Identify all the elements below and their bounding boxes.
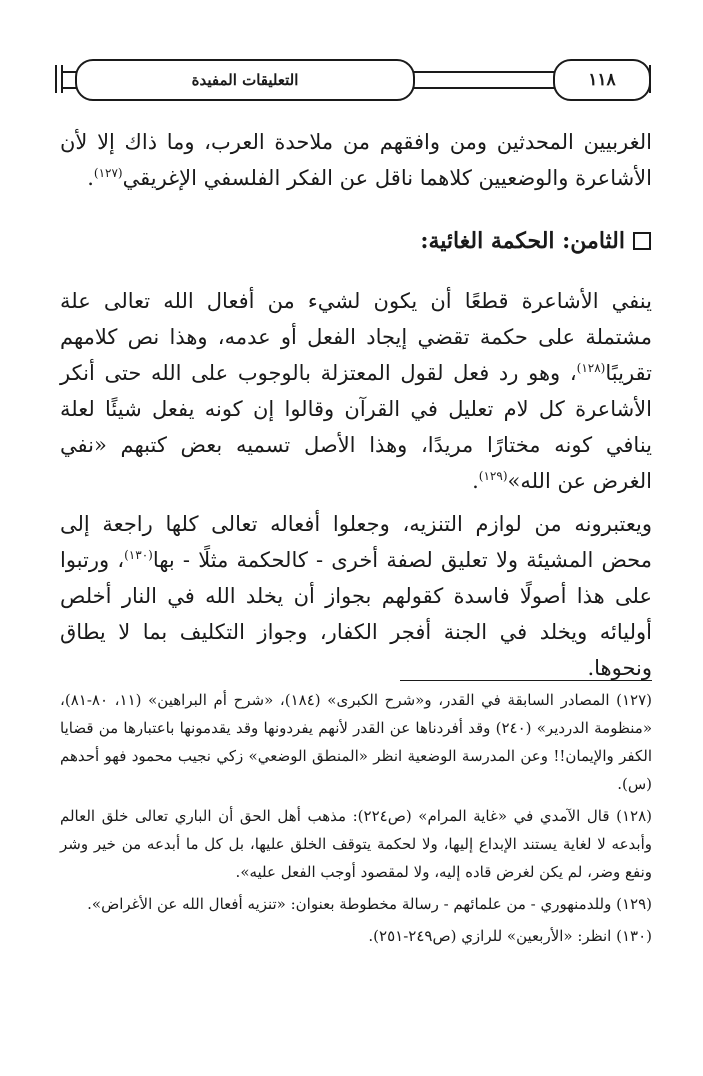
running-header	[55, 59, 651, 101]
footnote-ref-129[interactable]: (١٢٩)	[478, 469, 508, 483]
footnote-130: (١٣٠) انظر: «الأربعين» للرازي (ص٢٤٩-٢٥١).	[368, 927, 652, 945]
paragraph-1-text: الغربيين المحدثين ومن وافقهم من ملاحدة العرب، وما ذاك إلا لأن الأشاعرة والوضعيين كلاهما ناقل عن الفكر الفلسفي الإغريقي	[60, 130, 652, 190]
paragraph-3	[60, 506, 652, 686]
footnote-ref-127[interactable]: (١٢٧)	[93, 166, 123, 180]
section-heading-text: الثامن: الحكمة الغائية:	[420, 228, 625, 254]
footnotes	[60, 686, 652, 954]
footnote-ref-128[interactable]: (١٢٨)	[576, 361, 606, 375]
square-bullet-icon	[633, 232, 651, 250]
header-end-cap-left	[55, 65, 63, 93]
paragraph-2-end: .	[472, 469, 479, 493]
paragraph-2-text-a: ينفي الأشاعرة قطعًا أن يكون لشيء من أفعال الله تعالى علة مشتملة على حكمة تقضي إيجاد الفعل أو عدمه، وهذا نص كلامهم تقريبًا	[60, 289, 652, 385]
paragraph-1	[60, 124, 652, 196]
paragraph-2-text-b: ، وهو رد فعل لقول المعتزلة بالوجوب على الله حتى أنكر الأشاعرة كل لام تعليل في القرآن وقالوا إن كونه يفعل شيئًا لعلة ينافي كونه مختارًا مريدًا، وهذا الأصل تسميه بعض كتبهم «نفي الغرض عن الله»	[60, 361, 652, 493]
footnote-127: (١٢٧) المصادر السابقة في القدر، و«شرح الكبرى» (١٨٤)، «شرح أم البراهين» (١١، ٨٠-٨١)، «منظومة الدردير» (٢٤٠) وقد أفردناها عن القدر لأنهم يفردونها وقد يقدمونها باعتبارها من قضايا الكفر والإيمان!! وعن المدرسة الوضعية انظر «المنطق الوضعي» زكي نجيب محمود فهو أحدهم (س).	[60, 691, 653, 793]
paragraph-2	[60, 283, 652, 499]
footnote-divider	[400, 680, 652, 681]
section-heading	[60, 228, 651, 254]
paragraph-3-text-b: ، ورتبوا على هذا أصولًا فاسدة كقولهم بجواز أن يخلد الله في النار أخلص أوليائه ويخلد في الجنة أفجر الكفار، وجواز التكليف بما لا يطاق ونحوها.	[60, 548, 652, 680]
footnote-ref-130[interactable]: (١٣٠)	[124, 548, 153, 562]
page-number: ١١٨	[553, 59, 651, 101]
running-title: التعليقات المفيدة	[75, 59, 415, 101]
footnote-129: (١٢٩) وللدمنهوري - من علمائهم - رسالة مخطوطة بعنوان: «تنزيه أفعال الله عن الأغراض».	[87, 895, 652, 913]
paragraph-1-end: .	[87, 166, 94, 190]
paragraph-3-text-a: ويعتبرونه من لوازم التنزيه، وجعلوا أفعاله تعالى كلها راجعة إلى محض المشيئة ولا تعليق لصفة أخرى - كالحكمة مثلًا - بها	[60, 512, 652, 572]
footnote-128: (١٢٨) قال الآمدي في «غاية المرام» (ص٢٢٤): مذهب أهل الحق أن الباري تعالى خلق العالم وأبدعه لا لغاية يستند الإبداع إليها، ولا لحكمة يتوقف الخلق عليها، بل كل ما أبدعه من خير وشر ونفع وضر، لم يكن لغرض قاده إليه، ولا لمقصود أوجب الفعل عليه».	[60, 807, 652, 881]
